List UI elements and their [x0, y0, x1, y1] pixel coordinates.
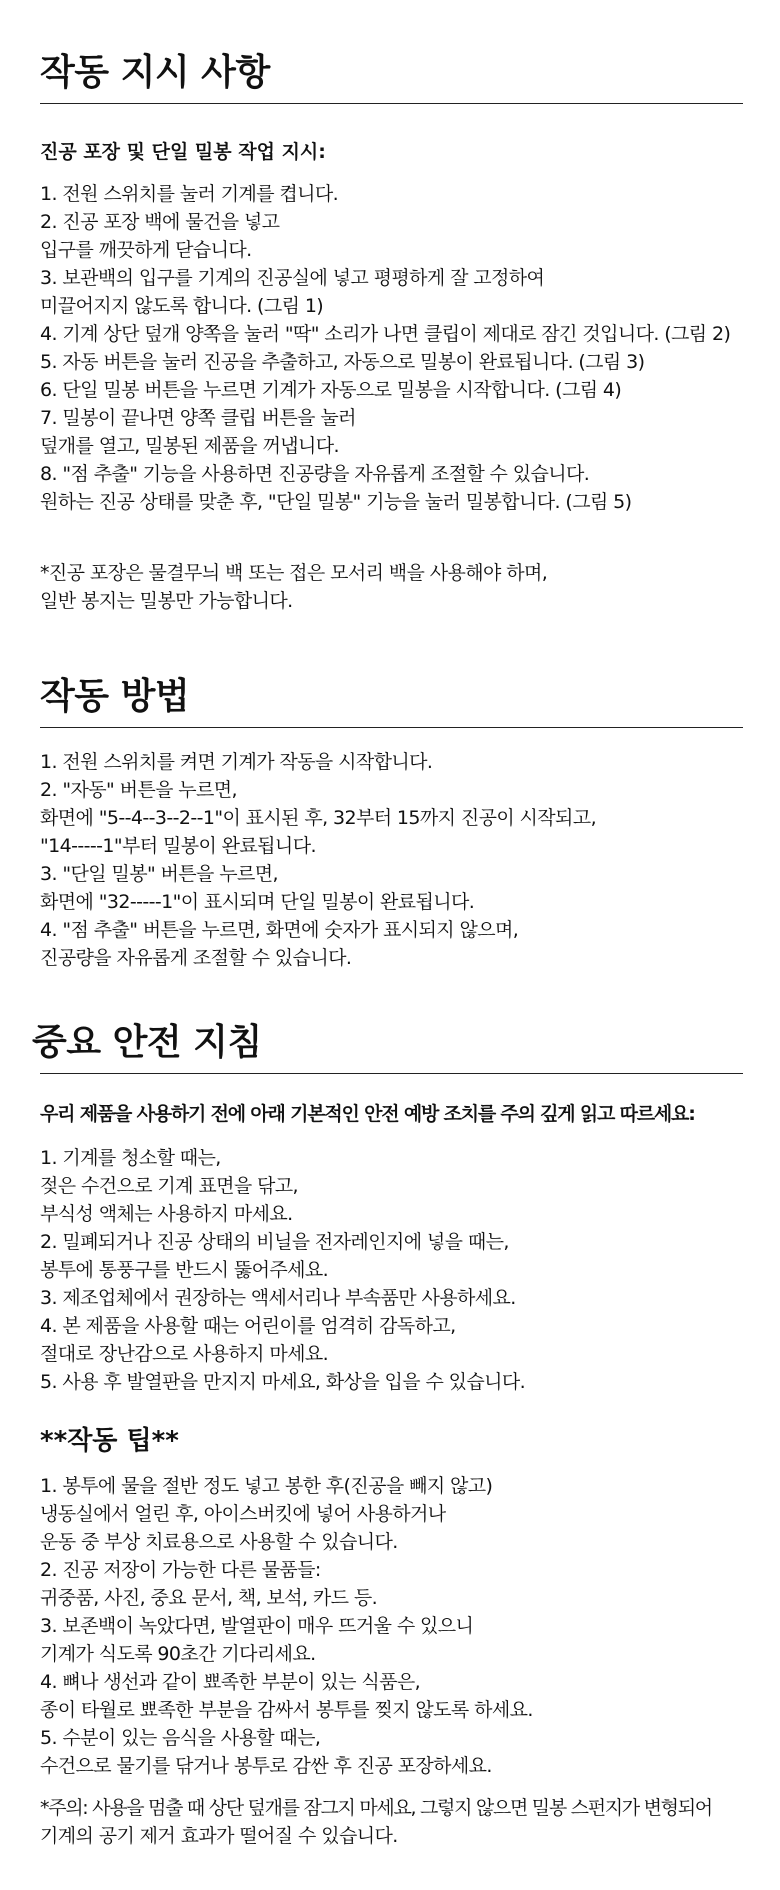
- caution-line: 기계의 공기 제거 효과가 떨어질 수 있습니다.: [40, 1825, 398, 1847]
- list-item: 4. 뼈나 생선과 같이 뾰족한 부분이 있는 식품은,: [40, 1671, 421, 1693]
- caution-line: *주의: 사용을 멈출 때 상단 덮개를 잠그지 마세요, 그렇지 않으면 밀봉 스펀지가 변형되어: [40, 1797, 712, 1819]
- caution-note: [40, 1794, 712, 1850]
- list-item: 5. 수분이 있는 음식을 사용할 때는,: [40, 1727, 321, 1749]
- list-item: 부식성 액체는 사용하지 마세요.: [40, 1203, 293, 1225]
- list-item: 젖은 수건으로 기계 표면을 닦고,: [40, 1175, 299, 1197]
- operating-tips-title: **작동 팁**: [40, 1426, 179, 1456]
- list-item: 4. 본 제품을 사용할 때는 어린이를 엄격히 감독하고,: [40, 1315, 456, 1337]
- list-item: 4. 기계 상단 덮개 양쪽을 눌러 "딱" 소리가 나면 클립이 제대로 잠긴 것입니다. (그림 2): [40, 323, 731, 345]
- list-item: 봉투에 통풍구를 반드시 뚫어주세요.: [40, 1259, 329, 1281]
- note-line: *진공 포장은 물결무늬 백 또는 접은 모서리 백을 사용해야 하며,: [40, 562, 548, 584]
- list-item: 진공량을 자유롭게 조절할 수 있습니다.: [40, 947, 352, 969]
- list-item: 1. 전원 스위치를 눌러 기계를 켭니다.: [40, 183, 339, 205]
- list-item: 입구를 깨끗하게 닫습니다.: [40, 239, 252, 261]
- list-item: 5. 사용 후 발열판을 만지지 마세요, 화상을 입을 수 있습니다.: [40, 1371, 526, 1393]
- safety-precautions-subtitle: 우리 제품을 사용하기 전에 아래 기본적인 안전 예방 조치를 주의 깊게 읽고 따르세요:: [40, 1103, 695, 1125]
- section-divider: [40, 727, 743, 728]
- list-item: 6. 단일 밀봉 버튼을 누르면 기계가 자동으로 밀봉을 시작합니다. (그림 4): [40, 379, 622, 401]
- list-item: 3. 보존백이 녹았다면, 발열판이 매우 뜨거울 수 있으니: [40, 1615, 474, 1637]
- operating-instructions-title: 작동 지시 사항: [40, 52, 270, 93]
- list-item: "14-----1"부터 밀봉이 완료됩니다.: [40, 835, 316, 857]
- list-item: 운동 중 부상 치료용으로 사용할 수 있습니다.: [40, 1531, 398, 1553]
- list-item: 1. 기계를 청소할 때는,: [40, 1147, 221, 1169]
- safety-guidelines-title: 중요 안전 지침: [32, 1022, 262, 1063]
- list-item: 1. 전원 스위치를 켜면 기계가 작동을 시작합니다.: [40, 751, 433, 773]
- list-item: 미끌어지지 않도록 합니다. (그림 1): [40, 295, 324, 317]
- list-item: 수건으로 물기를 닦거나 봉투로 감싼 후 진공 포장하세요.: [40, 1755, 492, 1777]
- operating-method-title: 작동 방법: [40, 676, 190, 717]
- list-item: 8. "점 추출" 기능을 사용하면 진공량을 자유롭게 조절할 수 있습니다.: [40, 463, 590, 485]
- list-item: 2. 진공 포장 백에 물건을 넣고: [40, 211, 280, 233]
- list-item: 2. 밀폐되거나 진공 상태의 비닐을 전자레인지에 넣을 때는,: [40, 1231, 509, 1253]
- list-item: 5. 자동 버튼을 눌러 진공을 추출하고, 자동으로 밀봉이 완료됩니다. (그림 3): [40, 351, 645, 373]
- list-item: 3. 보관백의 입구를 기계의 진공실에 넣고 평평하게 잘 고정하여: [40, 267, 545, 289]
- list-item: 냉동실에서 얼린 후, 아이스버킷에 넣어 사용하거나: [40, 1503, 446, 1525]
- vacuum-sealing-subtitle: 진공 포장 및 단일 밀봉 작업 지시:: [40, 141, 326, 163]
- list-item: 화면에 "5--4--3--2--1"이 표시된 후, 32부터 15까지 진공이 시작되고,: [40, 807, 597, 829]
- list-item: 7. 밀봉이 끝나면 양쪽 클립 버튼을 눌러: [40, 407, 356, 429]
- list-item: 기계가 식도록 90초간 기다리세요.: [40, 1643, 316, 1665]
- list-item: 1. 봉투에 물을 절반 정도 넣고 봉한 후(진공을 빼지 않고): [40, 1475, 493, 1497]
- list-item: 2. 진공 저장이 가능한 다른 물품들:: [40, 1559, 321, 1581]
- list-item: 절대로 장난감으로 사용하지 마세요.: [40, 1343, 329, 1365]
- section-divider: [40, 1073, 743, 1074]
- safety-guidelines-list: [40, 1144, 525, 1396]
- list-item: 종이 타월로 뾰족한 부분을 감싸서 봉투를 찢지 않도록 하세요.: [40, 1699, 533, 1721]
- list-item: 2. "자동" 버튼을 누르면,: [40, 779, 237, 801]
- list-item: 3. 제조업체에서 권장하는 액세서리나 부속품만 사용하세요.: [40, 1287, 516, 1309]
- list-item: 화면에 "32-----1"이 표시되며 단일 밀봉이 완료됩니다.: [40, 891, 475, 913]
- list-item: 덮개를 열고, 밀봉된 제품을 꺼냅니다.: [40, 435, 339, 457]
- operating-tips-list: [40, 1472, 533, 1780]
- list-item: 원하는 진공 상태를 맞춘 후, "단일 밀봉" 기능을 눌러 밀봉합니다. (그림 5): [40, 491, 632, 513]
- note-line: 일반 봉지는 밀봉만 가능합니다.: [40, 590, 293, 612]
- list-item: 4. "점 추출" 버튼을 누르면, 화면에 숫자가 표시되지 않으며,: [40, 919, 519, 941]
- section-divider: [40, 103, 743, 104]
- bag-type-note: [40, 559, 547, 615]
- list-item: 3. "단일 밀봉" 버튼을 누르면,: [40, 863, 278, 885]
- operating-method-list: [40, 748, 596, 972]
- operating-steps-list: [40, 180, 730, 516]
- list-item: 귀중품, 사진, 중요 문서, 책, 보석, 카드 등.: [40, 1587, 378, 1609]
